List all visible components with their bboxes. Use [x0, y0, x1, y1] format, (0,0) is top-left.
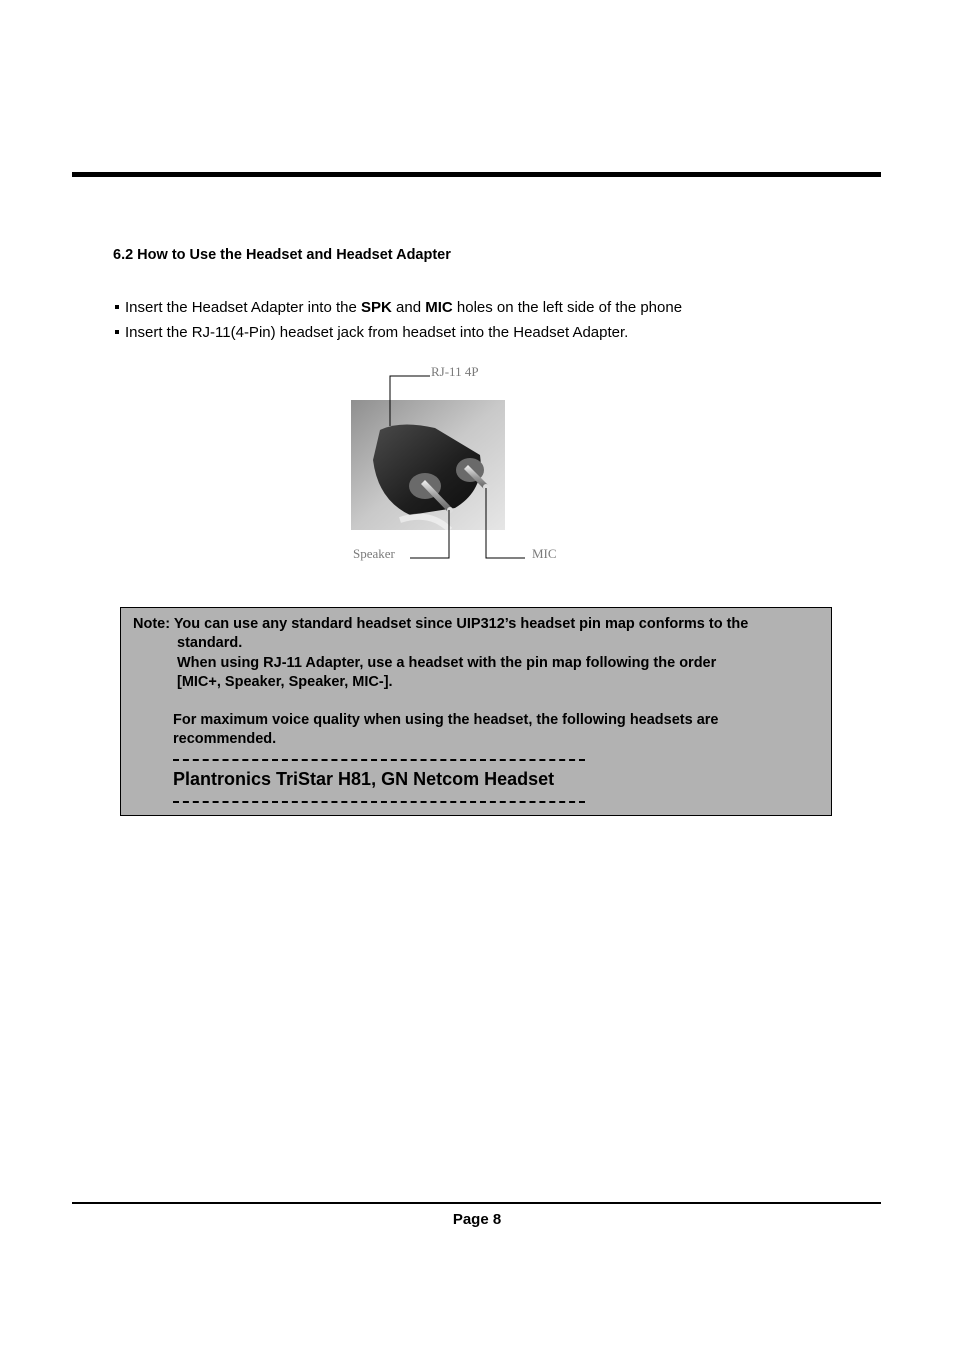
rj11-label: RJ-11 4P — [431, 364, 479, 379]
note-text-line: standard. — [177, 635, 243, 651]
mic-label: MIC — [532, 546, 557, 561]
mic-emphasis: MIC — [425, 299, 453, 316]
bullet-icon — [115, 305, 119, 309]
page-number: Page 8 — [452, 1211, 502, 1228]
spk-emphasis: SPK — [361, 299, 392, 316]
note-text-line: For maximum voice quality when using the headset, the following headsets are — [173, 712, 719, 728]
headset-adapter-image — [340, 360, 580, 570]
bullet-icon — [115, 330, 119, 334]
note-text-line: Note: You can use any standard headset since UIP312’s headset pin map conforms to the — [133, 616, 749, 632]
dashed-divider — [173, 759, 585, 761]
note-text-line: When using RJ-11 Adapter, use a headset with the pin map following the order — [177, 655, 717, 671]
speaker-label: Speaker — [353, 546, 395, 561]
instruction-list — [113, 298, 682, 348]
list-item: Insert the RJ-11(4-Pin) headset jack from headset into the Headset Adapter. — [113, 323, 682, 348]
list-item: Insert the Headset Adapter into the SPK and MIC holes on the left side of the phone — [113, 298, 682, 323]
footer-rule — [72, 1202, 881, 1204]
note-text-line: [MIC+, Speaker, Speaker, MIC-]. — [177, 674, 393, 690]
header-rule — [72, 172, 881, 177]
section-heading: 6.2 How to Use the Headset and Headset Adapter — [113, 247, 451, 263]
recommended-headsets: Plantronics TriStar H81, GN Netcom Headset — [173, 769, 555, 789]
note-text-line: recommended. — [173, 731, 277, 747]
note-box — [120, 607, 832, 816]
dashed-divider — [173, 801, 585, 803]
headset-adapter-figure — [340, 360, 580, 570]
